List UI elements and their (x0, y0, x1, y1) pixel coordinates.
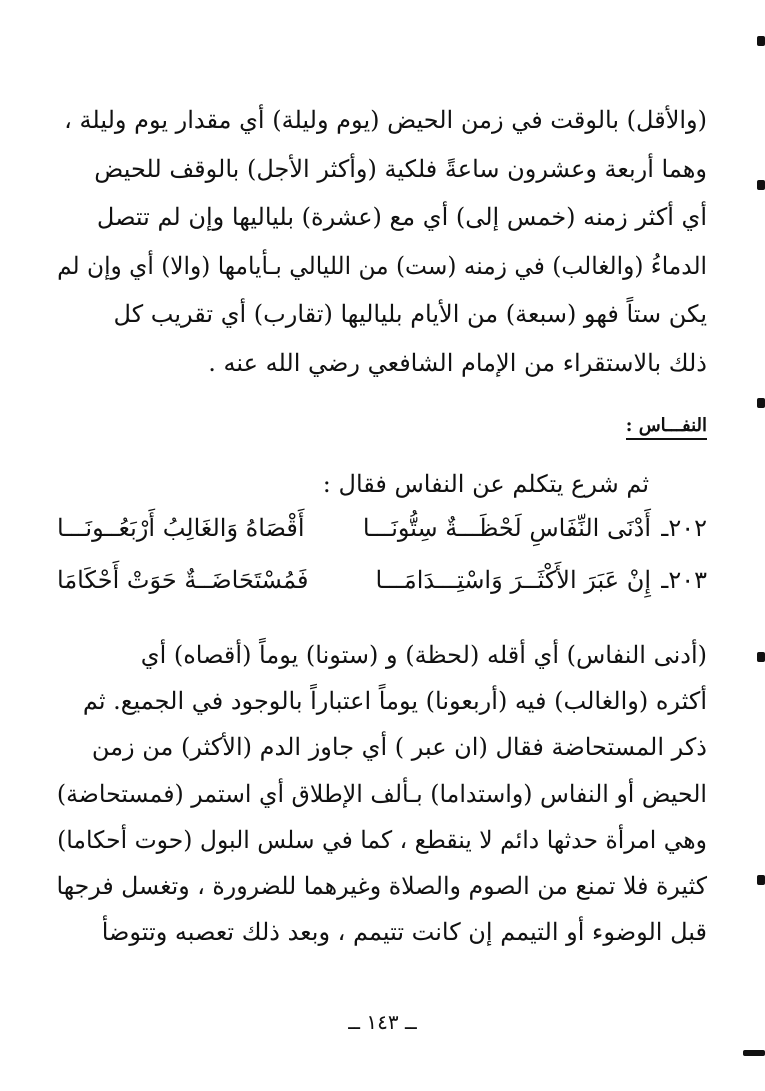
text-line: يكن ستاً فهو (سبعة) من الأيام بلياليها (تقارب) أي تقريب كل (113, 300, 707, 328)
verse-number: ٢٠٣ـ (661, 566, 707, 594)
text-line: وهما أربعة وعشرون ساعةً فلكية (وأكثر الأجل) بالوقف للحيض (94, 154, 707, 183)
scan-edge-mark (757, 36, 765, 46)
text-line: أكثره (والغالب) فيه (أربعونا) يوماً اعتباراً بالوجود في الجميع. ثم (82, 687, 707, 716)
verse-hemistich-second: أَقْصَاهُ وَالغَالِبُ أَرْبَعُــونَـــا (57, 514, 305, 542)
scan-edge-mark (743, 1050, 765, 1056)
verse-number: ٢٠٢ـ (661, 514, 707, 542)
text-line: الحيض أو النفاس (واستداما) بـألف الإطلاق أي استمر (فمستحاضة) (56, 779, 708, 808)
verse-hemistich-first: إِنْ عَبَرَ الأَكْثَــرَ وَاسْتِـــدَامَـــا (375, 566, 651, 594)
paragraph-commentary (57, 643, 707, 966)
text-line: الدماءُ (والغالب) في زمنه (ست) من الليالي بـأيامها (والا) أي وإن لم (57, 251, 707, 280)
text-line: كثيرة فلا تمنع من الصوم والصلاة وغيرهما للضرورة ، وتغسل فرجها (56, 871, 708, 900)
text-line: قبل الوضوء أو التيمم إن كانت تتيمم ، وبعد ذلك تعصبه وتتوضأ (101, 918, 707, 947)
section-heading: النفـــاس : (626, 415, 707, 440)
paragraph-menstruation (57, 108, 707, 399)
scan-edge-mark (757, 652, 765, 662)
text-line: (أدنى النفاس) أي أقله (لحظة) و (ستونا) يوماً (أقصاه) أي (140, 641, 707, 669)
verse-hemistich-second: فَمُسْتَحَاضَــةٌ حَوَتْ أَحْكَامَا (57, 566, 309, 594)
text-line: ذلك بالاستقراء من الإمام الشافعي رضي الله عنه . (208, 348, 707, 377)
text-line: (والأقل) بالوقت في زمن الحيض (يوم وليلة) أي مقدار يوم وليلة ، (64, 106, 707, 134)
text-line: أي أكثر زمنه (خمس إلى) أي مع (عشرة) بلياليها وإن لم تتصل (96, 203, 707, 231)
scan-edge-mark (757, 398, 765, 408)
text-line: وهي امرأة حدثها دائم لا ينقطع ، كما في سلس البول (حوت أحكاما) (57, 825, 707, 854)
text-line: ذكر المستحاضة فقال (ان عبر ) أي جاوز الدم (الأكثر) من زمن (91, 733, 707, 762)
verse-202 (57, 514, 707, 550)
verse-hemistich-first: أَدْنَى النِّفَاسِ لَحْظَـــةٌ سِتُّونَـــا (362, 514, 651, 542)
scan-edge-mark (757, 875, 765, 885)
page-number: ــ ١٤٣ ــ (348, 1010, 417, 1034)
verse-203 (57, 566, 707, 602)
scan-edge-mark (757, 180, 765, 190)
intro-line: ثم شرع يتكلم عن النفاس فقال : (322, 470, 649, 498)
